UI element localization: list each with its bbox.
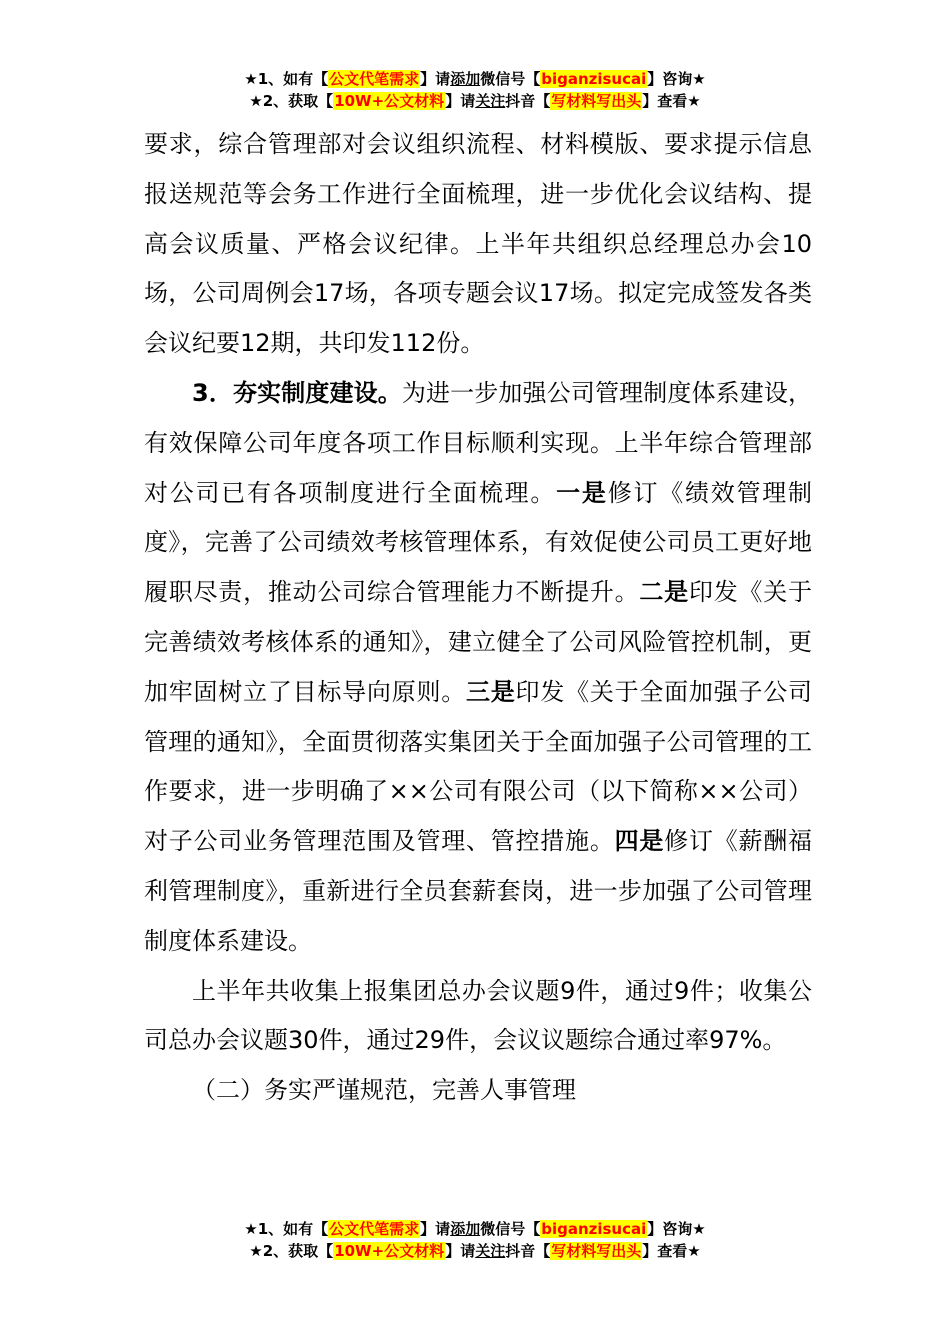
section-heading: 3．夯实制度建设。 bbox=[192, 378, 402, 407]
banner-highlight: 10W+公文材料 bbox=[334, 92, 445, 110]
footer-banner bbox=[0, 1218, 950, 1262]
banner-highlight: 公文代笔需求 bbox=[329, 70, 420, 88]
paragraph-meeting-summary: 要求，综合管理部对会议组织流程、材料模版、要求提示信息报送规范等会务工作进行全面梳理，进一步优化会议结构、提高会议质量、严格会议纪律。上半年共组织总经理总办会10场，公司周例会17场，各项专题会议17场。拟定完成签发各类会议纪要12期，共印发112份。 bbox=[144, 130, 812, 358]
banner-line-1: ★1、如有【公文代笔需求】请添加微信号【biganzisucai】咨询★ bbox=[244, 1220, 706, 1238]
header-banner bbox=[0, 68, 950, 112]
banner-highlight: 写材料写出头 bbox=[551, 92, 642, 110]
paragraph-system-building: 3．夯实制度建设。为进一步加强公司管理制度体系建设，有效保障公司年度各项工作目标顺利实现。上半年综合管理部对公司已有各项制度进行全面梳理。一是修订《绩效管理制度》，完善了公司绩效考核管理体系，有效促使公司员工更好地履职尽责，推动公司综合管理能力不断提升。二是印发《关于完善绩效考核体系的通知》，建立健全了公司风险管控机制，更加牢固树立了目标导向原则。三是印发《关于全面加强子公司管理的通知》，全面贯彻落实集团关于全面加强子公司管理的工作要求，进一步明确了××公司有限公司（以下简称××公司）对子公司业务管理范围及管理、管控措施。四是修订《薪酬福利管理制度》，重新进行全员套薪套岗，进一步加强了公司管理制度体系建设。 bbox=[144, 378, 813, 955]
banner-highlight: biganzisucai bbox=[541, 70, 647, 88]
banner-highlight: 写材料写出头 bbox=[551, 1242, 642, 1260]
banner-line-1: ★1、如有【公文代笔需求】请添加微信号【biganzisucai】咨询★ bbox=[244, 70, 706, 88]
banner-highlight: 公文代笔需求 bbox=[329, 1220, 420, 1238]
subsection-heading: （二）务实严谨规范，完善人事管理 bbox=[192, 1076, 576, 1105]
banner-highlight: 10W+公文材料 bbox=[334, 1242, 445, 1260]
document-body bbox=[144, 120, 812, 1116]
banner-line-2: ★2、获取【10W+公文材料】请关注抖音【写材料写出头】查看★ bbox=[249, 92, 701, 110]
banner-line-2: ★2、获取【10W+公文材料】请关注抖音【写材料写出头】查看★ bbox=[249, 1242, 701, 1260]
paragraph-agenda-stats: 上半年共收集上报集团总办会议题9件，通过9件；收集公司总办会议题30件，通过29件，会议议题综合通过率97%。 bbox=[144, 976, 812, 1055]
banner-highlight: biganzisucai bbox=[541, 1220, 647, 1238]
